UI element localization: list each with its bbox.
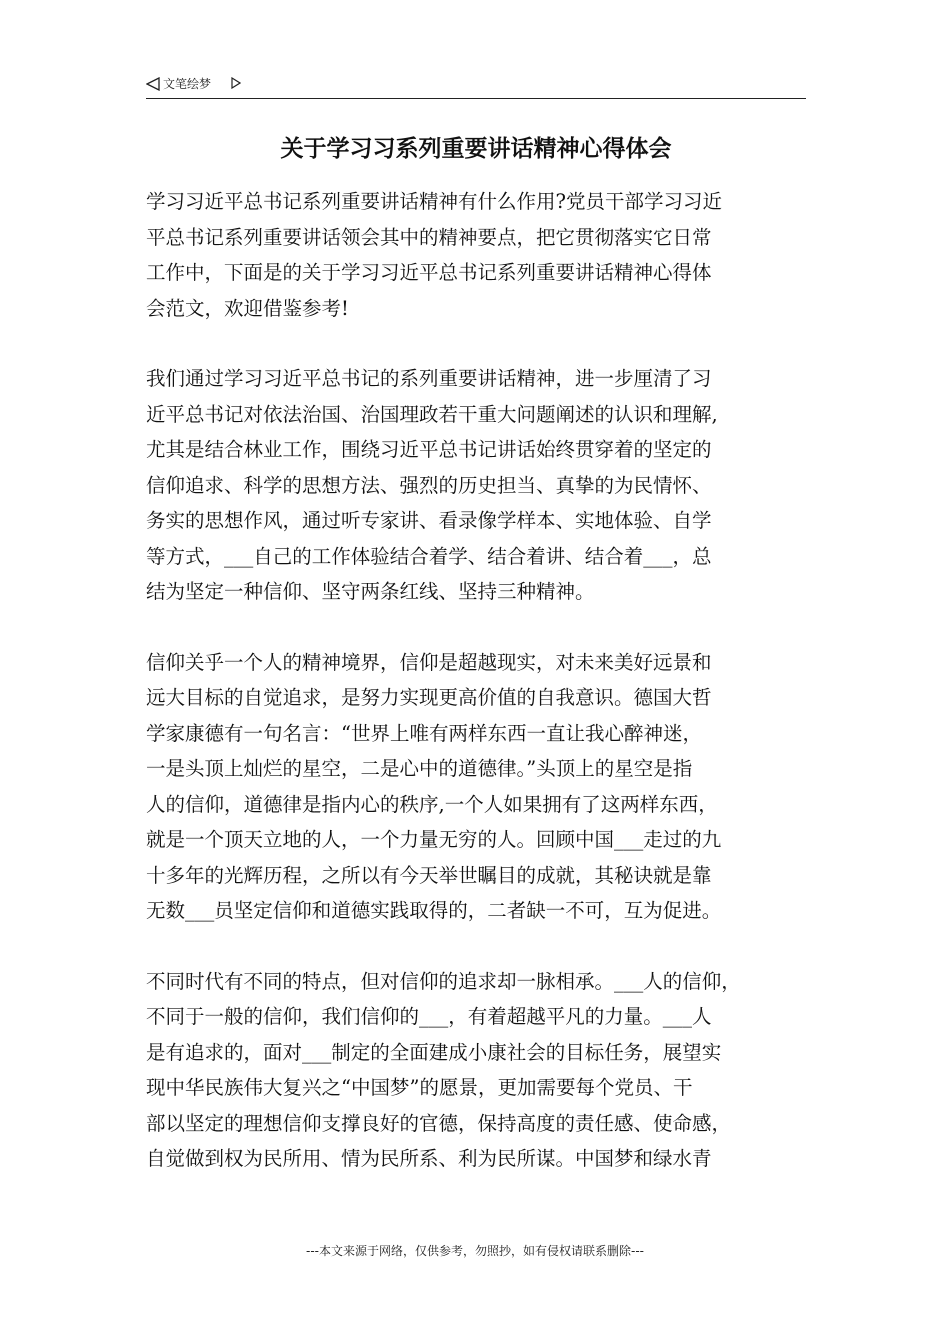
footer-disclaimer: ---本文来源于网络，仅供参考，勿照抄，如有侵权请联系删除--- [306,1244,644,1258]
paragraph-gap [146,326,816,361]
text-line: 不同于一般的信仰，我们信仰的___，有着超越平凡的力量。___人 [146,1005,712,1028]
text-line: 信仰关乎一个人的精神境界，信仰是超越现实，对未来美好远景和 [146,650,712,674]
paragraph-4 [146,964,816,1177]
text-line: 我们通过学习习近平总书记的系列重要讲话精神，进一步厘清了习 [146,367,712,390]
text-line: 就是一个顶天立地的人，一个力量无穷的人。回顾中国___走过的九 [146,828,722,851]
text-line: 会范文，欢迎借鉴参考! [146,296,349,320]
text-line: 平总书记系列重要讲话领会其中的精神要点，把它贯彻落实它日常 [146,225,712,249]
text-line: 现中华民族伟大复兴之“中国梦”的愿景，更加需要每个党员、干 [146,1076,693,1099]
text-line: 结为坚定一种信仰、坚守两条红线、坚持三种精神。 [146,580,595,603]
text-line: 工作中，下面是的关于学习习近平总书记系列重要讲话精神心得体 [146,261,712,284]
text-line: 无数___员坚定信仰和道德实践取得的，二者缺一不可，互为促进。 [146,899,722,922]
header-brand: 文笔绘梦 [163,77,212,91]
text-line: 近平总书记对依法治国、治国理政若干重大问题阐述的认识和理解, [146,402,718,426]
document-title: 关于学习习系列重要讲话精神心得体会 [280,136,672,162]
paragraph-gap [146,929,816,964]
text-line: 部以坚定的理想信仰支撑良好的官德，保持高度的责任感、使命感， [146,1111,732,1135]
text-line: 等方式，___自己的工作体验结合着学、结合着讲、结合着___，总 [146,544,712,568]
page-header [146,74,806,99]
text-line: 学家康德有一句名言：“世界上唯有两样东西一直让我心醉神迷， [146,721,702,745]
paragraph-2 [146,361,816,610]
text-line: 不同时代有不同的特点，但对信仰的追求却一脉相承。___人的信仰， [146,969,741,993]
text-line: 十多年的光辉历程，之所以有今天举世瞩目的成就，其秘诀就是靠 [146,863,712,887]
text-line: 务实的思想作风，通过听专家讲、看录像学样本、实地体验、自学 [146,509,712,532]
text-line: 一是头顶上灿烂的星空，二是心中的道德律。”头顶上的星空是指 [146,757,693,780]
document-body [146,184,816,1177]
text-line: 自觉做到权为民所用、情为民所系、利为民所谋。中国梦和绿水青 [146,1147,712,1170]
text-line: 尤其是结合林业工作，围绕习近平总书记讲话始终贯穿着的坚定的 [146,438,712,461]
text-line: 学习习近平总书记系列重要讲话精神有什么作用?党员干部学习习近 [146,190,722,213]
paragraph-gap [146,610,816,645]
triangle-left-icon [146,77,160,91]
paragraph-3 [146,645,816,929]
paragraph-1 [146,184,816,326]
triangle-right-icon [231,77,241,89]
text-line: 是有追求的，面对___制定的全面建成小康社会的目标任务，展望实 [146,1040,722,1064]
text-line: 信仰追求、科学的思想方法、强烈的历史担当、真挚的为民情怀、 [146,473,712,497]
text-line: 远大目标的自觉追求，是努力实现更高价值的自我意识。德国大哲 [146,686,712,709]
text-line: 人的信仰，道德律是指内心的秩序,一个人如果拥有了这两样东西， [146,792,718,816]
